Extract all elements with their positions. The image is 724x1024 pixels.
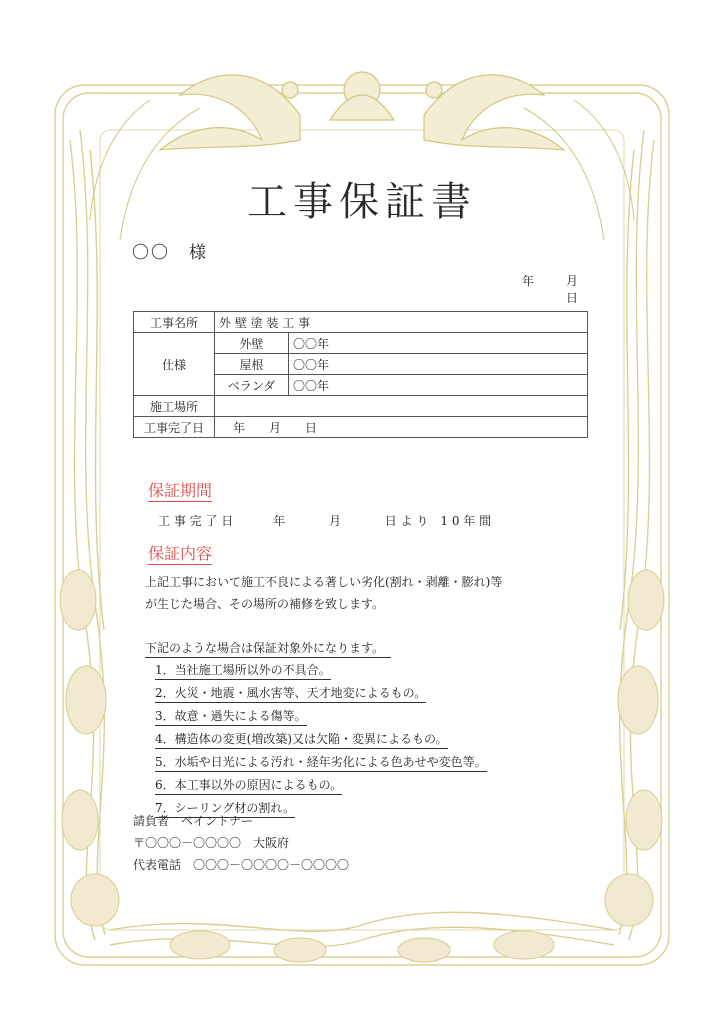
table-row	[134, 417, 588, 438]
exclusion-item: 5．水垢や日光による汚れ・経年劣化による色あせや変色等。	[155, 753, 487, 772]
spec-wall-label: 外壁	[215, 333, 289, 354]
table-row	[134, 312, 588, 333]
spec-label: 仕様	[134, 333, 215, 396]
site-value	[215, 396, 588, 417]
exclusion-item: 4．構造体の変更(増改築)又は欠陥・変異によるもの。	[155, 730, 448, 749]
spec-veranda-label: ベランダ	[215, 375, 289, 396]
completion-date-value: 年 月 日	[215, 417, 588, 438]
exclusion-item: 6．本工事以外の原因によるもの。	[155, 776, 342, 795]
contractor-address: 〒〇〇〇－〇〇〇〇 大阪府	[133, 836, 290, 850]
warranty-period-text	[158, 512, 491, 529]
spec-veranda-value: 〇〇年	[289, 375, 588, 396]
warranty-content-line: 上記工事において施工不良による著しい劣化(割れ・剥離・膨れ)等	[145, 575, 503, 589]
exclusion-item: 3．故意・過失による傷等。	[155, 707, 307, 726]
spec-roof-label: 屋根	[215, 354, 289, 375]
construction-info-table	[133, 311, 588, 438]
table-row	[134, 333, 588, 354]
page-title: 工事保証書	[247, 179, 477, 225]
table-row	[134, 396, 588, 417]
phoenix-ornament	[160, 72, 564, 150]
contractor-phone: 代表電話 〇〇〇－〇〇〇〇－〇〇〇〇	[133, 858, 350, 872]
site-label: 施工場所	[134, 396, 215, 417]
period-start-label: 工 事 完 了 日	[158, 514, 234, 528]
period-month: 月	[328, 514, 341, 528]
exclusion-item: 1．当社施工場所以外の不具合。	[155, 661, 331, 680]
exclusion-item: 2．火災・地震・風水害等、天才地変によるもの。	[155, 684, 426, 703]
addressee: 〇〇 様	[132, 243, 208, 263]
project-name-value: 外 壁 塗 装 工 事	[215, 312, 588, 333]
warranty-content-line: が生じた場合、その場所の補修を致します。	[145, 597, 385, 611]
spec-roof-value: 〇〇年	[289, 354, 588, 375]
issue-date: 年 月 日	[521, 274, 611, 305]
warranty-period-heading: 保証期間	[148, 481, 213, 500]
exclusions-heading: 下記のような場合は保証対象外になります。	[145, 639, 391, 658]
period-year: 年	[273, 514, 286, 528]
spec-wall-value: 〇〇年	[289, 333, 588, 354]
project-name-label: 工事名所	[134, 312, 215, 333]
contractor-name: 請負者 ペイントナー	[133, 814, 254, 828]
period-duration: 日 よ り 1 0 年 間	[384, 514, 492, 528]
warranty-content-heading: 保証内容	[148, 544, 213, 563]
exclusion-item: 7．シーリング材の割れ。	[155, 799, 295, 818]
completion-date-label: 工事完了日	[134, 417, 215, 438]
